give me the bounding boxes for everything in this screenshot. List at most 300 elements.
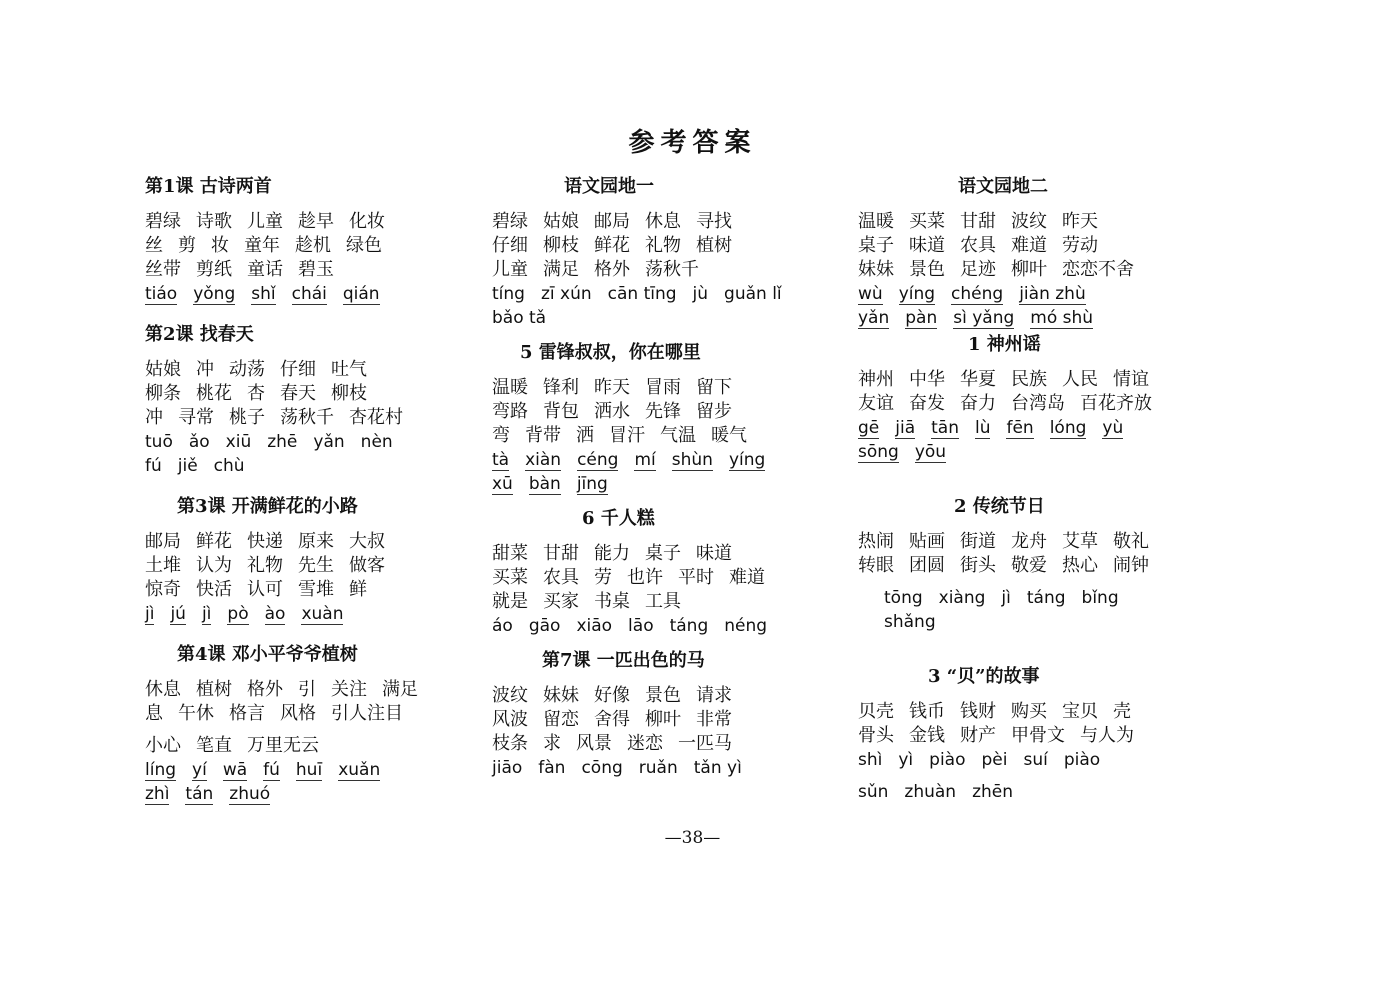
word-answer: 风波 xyxy=(492,709,528,730)
pinyin-answer: lóng xyxy=(1049,418,1087,438)
word-answer: 大叔 xyxy=(349,531,385,552)
pinyin-answer: huī xyxy=(295,760,323,780)
word-answer: 奋发 xyxy=(909,393,945,414)
word-answer: 留恋 xyxy=(543,709,579,730)
word-answer: 关注 xyxy=(331,679,367,700)
word-answer: 礼物 xyxy=(645,235,681,256)
word-answer: 妹妹 xyxy=(858,259,894,280)
pinyin-answer: céng xyxy=(577,450,619,470)
word-row xyxy=(858,234,1198,258)
pinyin-answer: jiā xyxy=(895,418,916,438)
word-answer: 引人注目 xyxy=(331,703,403,724)
pinyin-answer: xū xyxy=(492,474,513,494)
word-row xyxy=(492,732,832,756)
pinyin-row xyxy=(858,306,1198,330)
pinyin-answer: jiě xyxy=(177,456,198,476)
word-answer: 快递 xyxy=(247,531,283,552)
word-answer: 甜菜 xyxy=(492,543,528,564)
pinyin-row xyxy=(145,282,480,306)
word-answer: 昨天 xyxy=(1062,211,1098,232)
pinyin-row xyxy=(492,448,832,472)
lesson-heading: 1 神州谣 xyxy=(968,334,1041,355)
word-answer: 转眼 xyxy=(858,555,894,576)
word-answer: 绿色 xyxy=(346,235,382,256)
word-row xyxy=(858,258,1198,282)
pinyin-answer: tān xyxy=(931,418,959,438)
word-answer: 息 xyxy=(145,703,163,724)
pinyin-row xyxy=(858,282,1198,306)
word-answer: 鲜花 xyxy=(594,235,630,256)
pinyin-row xyxy=(492,756,832,780)
pinyin-answer: yǒng xyxy=(193,284,236,304)
pinyin-answer: zhē xyxy=(267,432,298,452)
word-answer: 化妆 xyxy=(349,211,385,232)
pinyin-answer: pàn xyxy=(905,308,938,328)
word-answer: 仔细 xyxy=(492,235,528,256)
word-answer: 先锋 xyxy=(645,401,681,422)
word-answer: 昨天 xyxy=(594,377,630,398)
word-answer: 妆 xyxy=(211,235,229,256)
word-answer: 农具 xyxy=(960,235,996,256)
word-answer: 波纹 xyxy=(492,685,528,706)
word-answer: 气温 xyxy=(660,425,696,446)
word-row xyxy=(145,258,480,282)
word-answer: 寻常 xyxy=(178,407,214,428)
word-answer: 柳条 xyxy=(145,383,181,404)
pinyin-answer: chéng xyxy=(951,284,1004,304)
word-answer: 街道 xyxy=(960,531,996,552)
word-answer: 姑娘 xyxy=(145,359,181,380)
word-row xyxy=(145,210,480,234)
word-answer: 恋恋不舍 xyxy=(1062,259,1134,280)
word-answer: 背包 xyxy=(543,401,579,422)
pinyin-answer: zhì xyxy=(145,784,170,804)
word-answer: 金钱 xyxy=(909,725,945,746)
pinyin-answer: ào xyxy=(264,604,286,624)
word-row xyxy=(858,554,1198,578)
word-answer: 一匹马 xyxy=(678,733,732,754)
pinyin-answer: shǎng xyxy=(884,612,936,632)
pinyin-answer: chái xyxy=(291,284,327,304)
word-answer: 艾草 xyxy=(1062,531,1098,552)
pinyin-answer: gē xyxy=(858,418,880,438)
word-answer: 小心 xyxy=(145,735,181,756)
word-answer: 能力 xyxy=(594,543,630,564)
word-answer: 碧玉 xyxy=(298,259,334,280)
word-answer: 杏花村 xyxy=(349,407,403,428)
pinyin-answer: piào xyxy=(929,750,966,770)
pinyin-answer: suí xyxy=(1023,750,1048,770)
pinyin-answer: shì xyxy=(858,750,883,770)
word-row xyxy=(145,578,480,602)
pinyin-row xyxy=(145,430,480,454)
word-answer: 冲 xyxy=(145,407,163,428)
pinyin-answer: fàn xyxy=(538,758,566,778)
word-answer: 杏 xyxy=(247,383,265,404)
lesson-heading: 第2课 找春天 xyxy=(145,324,254,345)
word-row xyxy=(858,210,1198,234)
word-answer: 做客 xyxy=(349,555,385,576)
lesson-heading: 语文园地二 xyxy=(958,176,1048,197)
word-answer: 农具 xyxy=(543,567,579,588)
pinyin-answer: néng xyxy=(724,616,768,636)
pinyin-row xyxy=(858,780,1198,804)
word-answer: 格言 xyxy=(229,703,265,724)
word-answer: 柳枝 xyxy=(543,235,579,256)
word-answer: 引 xyxy=(298,679,316,700)
word-answer: 温暖 xyxy=(858,211,894,232)
word-row xyxy=(492,400,832,424)
word-answer: 甲骨文 xyxy=(1011,725,1065,746)
pinyin-answer: zhuàn xyxy=(904,782,957,802)
word-answer: 满足 xyxy=(382,679,418,700)
word-row xyxy=(858,700,1198,724)
word-answer: 钱财 xyxy=(960,701,996,722)
pinyin-answer: zhēn xyxy=(972,782,1014,802)
word-answer: 华夏 xyxy=(960,369,996,390)
word-answer: 财产 xyxy=(960,725,996,746)
word-row xyxy=(145,702,480,726)
word-answer: 劳动 xyxy=(1062,235,1098,256)
lesson-heading: 第3课 开满鲜花的小路 xyxy=(177,496,358,517)
word-answer: 甘甜 xyxy=(960,211,996,232)
word-answer: 冲 xyxy=(196,359,214,380)
word-answer: 奋力 xyxy=(960,393,996,414)
word-row xyxy=(145,678,480,702)
word-answer: 味道 xyxy=(909,235,945,256)
word-answer: 快活 xyxy=(196,579,232,600)
word-answer: 百花齐放 xyxy=(1080,393,1152,414)
pinyin-row xyxy=(145,758,480,782)
word-row xyxy=(492,542,832,566)
pinyin-answer: jiàn zhù xyxy=(1019,284,1086,304)
word-answer: 妹妹 xyxy=(543,685,579,706)
word-answer: 桌子 xyxy=(858,235,894,256)
word-answer: 风格 xyxy=(280,703,316,724)
word-answer: 舍得 xyxy=(594,709,630,730)
pinyin-answer: táng xyxy=(669,616,709,636)
pinyin-answer: líng xyxy=(145,760,177,780)
word-answer: 剪纸 xyxy=(196,259,232,280)
word-answer: 买家 xyxy=(543,591,579,612)
word-answer: 宝贝 xyxy=(1062,701,1098,722)
word-answer: 姑娘 xyxy=(543,211,579,232)
word-answer: 礼物 xyxy=(247,555,283,576)
word-answer: 寻找 xyxy=(696,211,732,232)
word-answer: 与人为 xyxy=(1080,725,1134,746)
word-answer: 街头 xyxy=(960,555,996,576)
word-answer: 贝壳 xyxy=(858,701,894,722)
pinyin-row xyxy=(492,306,832,330)
pinyin-answer: tǎn yì xyxy=(693,758,742,778)
pinyin-answer: jù xyxy=(692,284,709,304)
pinyin-answer: mí xyxy=(634,450,656,470)
pinyin-answer: xiāo xyxy=(576,616,613,636)
word-answer: 平时 xyxy=(678,567,714,588)
pinyin-row xyxy=(858,586,1198,610)
word-answer: 认可 xyxy=(247,579,283,600)
word-answer: 骨头 xyxy=(858,725,894,746)
pinyin-answer: yǎn xyxy=(858,308,890,328)
pinyin-answer: yì xyxy=(898,750,914,770)
pinyin-answer: yíng xyxy=(728,450,766,470)
word-answer: 雪堆 xyxy=(298,579,334,600)
pinyin-row xyxy=(858,440,1198,464)
word-answer: 足迹 xyxy=(960,259,996,280)
word-answer: 壳 xyxy=(1113,701,1131,722)
pinyin-row xyxy=(145,602,480,626)
pinyin-answer: fēn xyxy=(1006,418,1034,438)
word-answer: 荡秋千 xyxy=(645,259,699,280)
pinyin-answer: áo xyxy=(492,616,513,636)
word-answer: 友谊 xyxy=(858,393,894,414)
word-answer: 惊奇 xyxy=(145,579,181,600)
word-answer: 洒水 xyxy=(594,401,630,422)
lesson-heading: 第7课 一匹出色的马 xyxy=(542,650,705,671)
word-answer: 枝条 xyxy=(492,733,528,754)
word-answer: 春天 xyxy=(280,383,316,404)
pinyin-answer: tà xyxy=(492,450,510,470)
word-answer: 热闹 xyxy=(858,531,894,552)
word-answer: 趁早 xyxy=(298,211,334,232)
word-answer: 碧绿 xyxy=(145,211,181,232)
pinyin-answer: tán xyxy=(185,784,214,804)
pinyin-answer: sǔn xyxy=(858,782,889,802)
word-answer: 邮局 xyxy=(145,531,181,552)
pinyin-answer: bǐng xyxy=(1081,588,1119,608)
pinyin-answer: bàn xyxy=(528,474,561,494)
lesson-heading: 语文园地一 xyxy=(564,176,654,197)
word-answer: 丝 xyxy=(145,235,163,256)
word-answer: 钱币 xyxy=(909,701,945,722)
word-row xyxy=(492,684,832,708)
word-row xyxy=(145,734,480,758)
word-answer: 邮局 xyxy=(594,211,630,232)
word-answer: 午休 xyxy=(178,703,214,724)
pinyin-row xyxy=(492,472,832,496)
page-number: —38— xyxy=(664,828,721,848)
word-answer: 中华 xyxy=(909,369,945,390)
answer-column-3 xyxy=(858,172,1198,804)
word-answer: 认为 xyxy=(196,555,232,576)
word-answer: 土堆 xyxy=(145,555,181,576)
pinyin-answer: xuǎn xyxy=(338,760,381,780)
lesson-heading: 2 传统节日 xyxy=(954,496,1045,517)
word-answer: 植树 xyxy=(696,235,732,256)
word-answer: 请求 xyxy=(696,685,732,706)
pinyin-answer: jì xyxy=(1001,588,1011,608)
pinyin-answer: ruǎn xyxy=(638,758,678,778)
word-row xyxy=(492,258,832,282)
word-answer: 弯路 xyxy=(492,401,528,422)
word-answer: 难道 xyxy=(1011,235,1047,256)
word-answer: 背带 xyxy=(525,425,561,446)
pinyin-answer: lāo xyxy=(628,616,654,636)
pinyin-answer: jīng xyxy=(576,474,608,494)
word-answer: 买菜 xyxy=(909,211,945,232)
word-answer: 万里无云 xyxy=(247,735,319,756)
pinyin-answer: jiāo xyxy=(492,758,523,778)
word-answer: 购买 xyxy=(1011,701,1047,722)
word-row xyxy=(145,382,480,406)
word-answer: 锋利 xyxy=(543,377,579,398)
word-answer: 柳枝 xyxy=(331,383,367,404)
word-answer: 劳 xyxy=(594,567,612,588)
word-row xyxy=(145,234,480,258)
word-answer: 植树 xyxy=(196,679,232,700)
word-answer: 神州 xyxy=(858,369,894,390)
word-answer: 桃子 xyxy=(229,407,265,428)
word-answer: 热心 xyxy=(1062,555,1098,576)
pinyin-answer: xiàng xyxy=(938,588,986,608)
pinyin-answer: jì xyxy=(201,604,212,624)
word-answer: 原来 xyxy=(298,531,334,552)
word-answer: 也许 xyxy=(627,567,663,588)
pinyin-answer: pò xyxy=(227,604,249,624)
word-answer: 童话 xyxy=(247,259,283,280)
word-answer: 迷恋 xyxy=(627,733,663,754)
word-row xyxy=(145,530,480,554)
pinyin-answer: cōng xyxy=(581,758,623,778)
word-answer: 留下 xyxy=(696,377,732,398)
word-answer: 留步 xyxy=(696,401,732,422)
pinyin-answer: yǎn xyxy=(313,432,345,452)
pinyin-row xyxy=(145,782,480,806)
word-row xyxy=(145,554,480,578)
word-answer: 诗歌 xyxy=(196,211,232,232)
word-answer: 柳叶 xyxy=(645,709,681,730)
word-answer: 儿童 xyxy=(247,211,283,232)
word-answer: 温暖 xyxy=(492,377,528,398)
word-answer: 吐气 xyxy=(331,359,367,380)
word-answer: 儿童 xyxy=(492,259,528,280)
word-answer: 民族 xyxy=(1011,369,1047,390)
word-answer: 冒汗 xyxy=(609,425,645,446)
word-answer: 龙舟 xyxy=(1011,531,1047,552)
pinyin-answer: xuàn xyxy=(301,604,344,624)
word-row xyxy=(492,590,832,614)
word-answer: 弯 xyxy=(492,425,510,446)
word-row xyxy=(492,234,832,258)
word-answer: 碧绿 xyxy=(492,211,528,232)
word-answer: 景色 xyxy=(645,685,681,706)
word-row xyxy=(492,376,832,400)
word-answer: 先生 xyxy=(298,555,334,576)
word-answer: 台湾岛 xyxy=(1011,393,1065,414)
word-answer: 甘甜 xyxy=(543,543,579,564)
pinyin-answer: shùn xyxy=(671,450,713,470)
pinyin-answer: yōu xyxy=(914,442,947,462)
pinyin-row xyxy=(858,748,1198,772)
word-answer: 洒 xyxy=(576,425,594,446)
pinyin-answer: yíng xyxy=(898,284,936,304)
pinyin-row xyxy=(492,614,832,638)
lesson-heading: 第4课 邓小平爷爷植树 xyxy=(177,644,358,665)
word-answer: 敬爱 xyxy=(1011,555,1047,576)
word-row xyxy=(858,530,1198,554)
pinyin-answer: wù xyxy=(858,284,883,304)
pinyin-row xyxy=(145,454,480,478)
lesson-heading: 6 千人糕 xyxy=(582,508,655,529)
word-answer: 鲜花 xyxy=(196,531,232,552)
word-row xyxy=(492,566,832,590)
pinyin-answer: jì xyxy=(145,604,155,624)
lesson-heading: 第1课 古诗两首 xyxy=(145,176,272,197)
pinyin-answer: shǐ xyxy=(251,284,276,304)
word-answer: 桌子 xyxy=(645,543,681,564)
pinyin-answer: fú xyxy=(145,456,162,476)
pinyin-answer: zhuó xyxy=(229,784,271,804)
word-row xyxy=(492,708,832,732)
word-answer: 满足 xyxy=(543,259,579,280)
word-answer: 格外 xyxy=(247,679,283,700)
pinyin-answer: bǎo tǎ xyxy=(492,308,547,328)
word-answer: 求 xyxy=(543,733,561,754)
pinyin-answer: wā xyxy=(222,760,248,780)
pinyin-answer: qián xyxy=(342,284,380,304)
pinyin-answer: tuō xyxy=(145,432,173,452)
pinyin-answer: gāo xyxy=(528,616,561,636)
word-answer: 柳叶 xyxy=(1011,259,1047,280)
word-answer: 笔直 xyxy=(196,735,232,756)
word-row xyxy=(858,368,1198,392)
pinyin-answer: tíng xyxy=(492,284,525,304)
pinyin-answer: chù xyxy=(213,456,245,476)
pinyin-answer: jú xyxy=(170,604,186,624)
pinyin-row xyxy=(858,610,1198,634)
word-answer: 丝带 xyxy=(145,259,181,280)
pinyin-answer: yí xyxy=(192,760,207,780)
word-answer: 工具 xyxy=(645,591,681,612)
lesson-heading: 5 雷锋叔叔，你在哪里 xyxy=(520,342,701,363)
word-answer: 趁机 xyxy=(295,235,331,256)
word-answer: 人民 xyxy=(1062,369,1098,390)
pinyin-row xyxy=(492,282,832,306)
answer-column-1 xyxy=(145,172,480,806)
word-row xyxy=(492,210,832,234)
word-answer: 书桌 xyxy=(594,591,630,612)
word-row xyxy=(145,358,480,382)
word-row xyxy=(492,424,832,448)
pinyin-answer: sōng xyxy=(858,442,899,462)
pinyin-answer: lù xyxy=(974,418,991,438)
word-answer: 非常 xyxy=(696,709,732,730)
lesson-heading: 3 “贝”的故事 xyxy=(928,666,1040,687)
pinyin-answer: yù xyxy=(1102,418,1124,438)
pinyin-row xyxy=(858,416,1198,440)
word-answer: 闹钟 xyxy=(1113,555,1149,576)
pinyin-answer: tiáo xyxy=(145,284,178,304)
word-answer: 仔细 xyxy=(280,359,316,380)
answer-column-2 xyxy=(492,172,832,780)
word-answer: 波纹 xyxy=(1011,211,1047,232)
pinyin-answer: tōng xyxy=(884,588,923,608)
word-answer: 暖气 xyxy=(711,425,747,446)
word-answer: 团圆 xyxy=(909,555,945,576)
pinyin-answer: xiàn xyxy=(525,450,562,470)
pinyin-answer: cān tīng xyxy=(607,284,677,304)
word-answer: 动荡 xyxy=(229,359,265,380)
word-answer: 买菜 xyxy=(492,567,528,588)
page-title: 参考答案 xyxy=(628,128,757,158)
word-answer: 冒雨 xyxy=(645,377,681,398)
word-row xyxy=(858,392,1198,416)
word-row xyxy=(858,724,1198,748)
pinyin-answer: mó shù xyxy=(1030,308,1094,328)
pinyin-answer: ǎo xyxy=(188,432,210,452)
word-answer: 休息 xyxy=(145,679,181,700)
pinyin-answer: zī xún xyxy=(540,284,592,304)
